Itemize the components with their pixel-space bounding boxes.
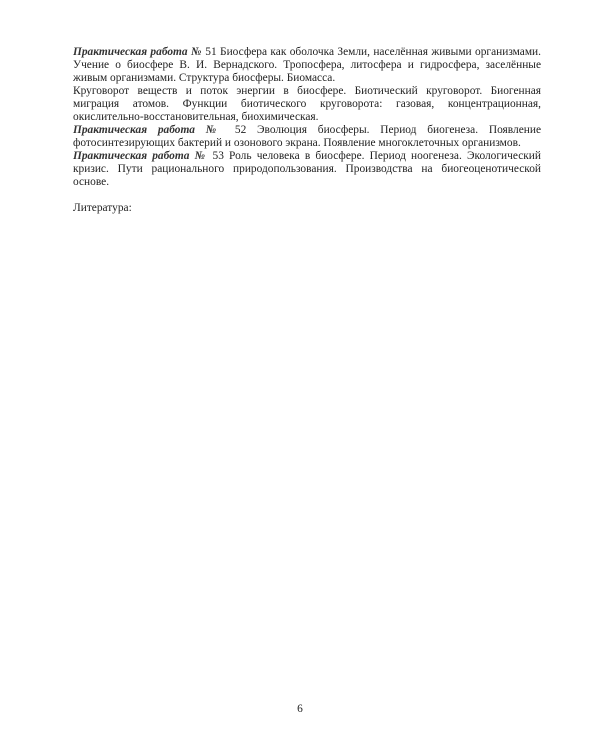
practical-work-label: Практическая работа № xyxy=(73,150,208,162)
practical-work-label: Практическая работа № xyxy=(73,46,202,58)
paragraph-first-line-text: 53 Роль человека в биосфере. Период ноогенеза. Экологический xyxy=(207,150,541,162)
paragraph-first-line-text: Круговорот веществ и поток энергии в биосфере. Биотический круговорот. Биогенная xyxy=(73,85,541,97)
literature-heading: Литература: xyxy=(73,202,132,214)
paragraph-biotic-cycle xyxy=(73,85,541,124)
page-body xyxy=(73,46,541,215)
paragraph-practical-work-52 xyxy=(73,124,541,150)
paragraph-first-line-text: 51 Биосфера как оболочка Земли, населённая живыми организмами. xyxy=(201,46,541,58)
paragraph-text: кризис. Пути рационального природопользования. Производства на биогеоценотической основе. xyxy=(73,163,541,188)
paragraph-practical-work-53 xyxy=(73,150,541,189)
paragraph-first-line-text: 52 Эволюция биосферы. Период биогенеза. Появление xyxy=(224,124,542,136)
practical-work-label: Практическая работа № xyxy=(73,124,225,136)
paragraph-text: Учение о биосфере В. И. Вернадского. Тропосфера, литосфера и гидросфера, заселённые живым организмами. Структура биосферы. Биомасса. xyxy=(73,59,541,84)
paragraph-practical-work-51 xyxy=(73,46,541,85)
paragraph-text: фотосинтезирующих бактерий и озонового экрана. Появление многоклеточных организмов. xyxy=(73,137,521,149)
paragraph-text: миграция атомов. Функции биотического круговорота: газовая, концентрационная, окислительно-восстановительная, биохимическая. xyxy=(73,98,541,123)
page-number: 6 xyxy=(297,703,303,715)
